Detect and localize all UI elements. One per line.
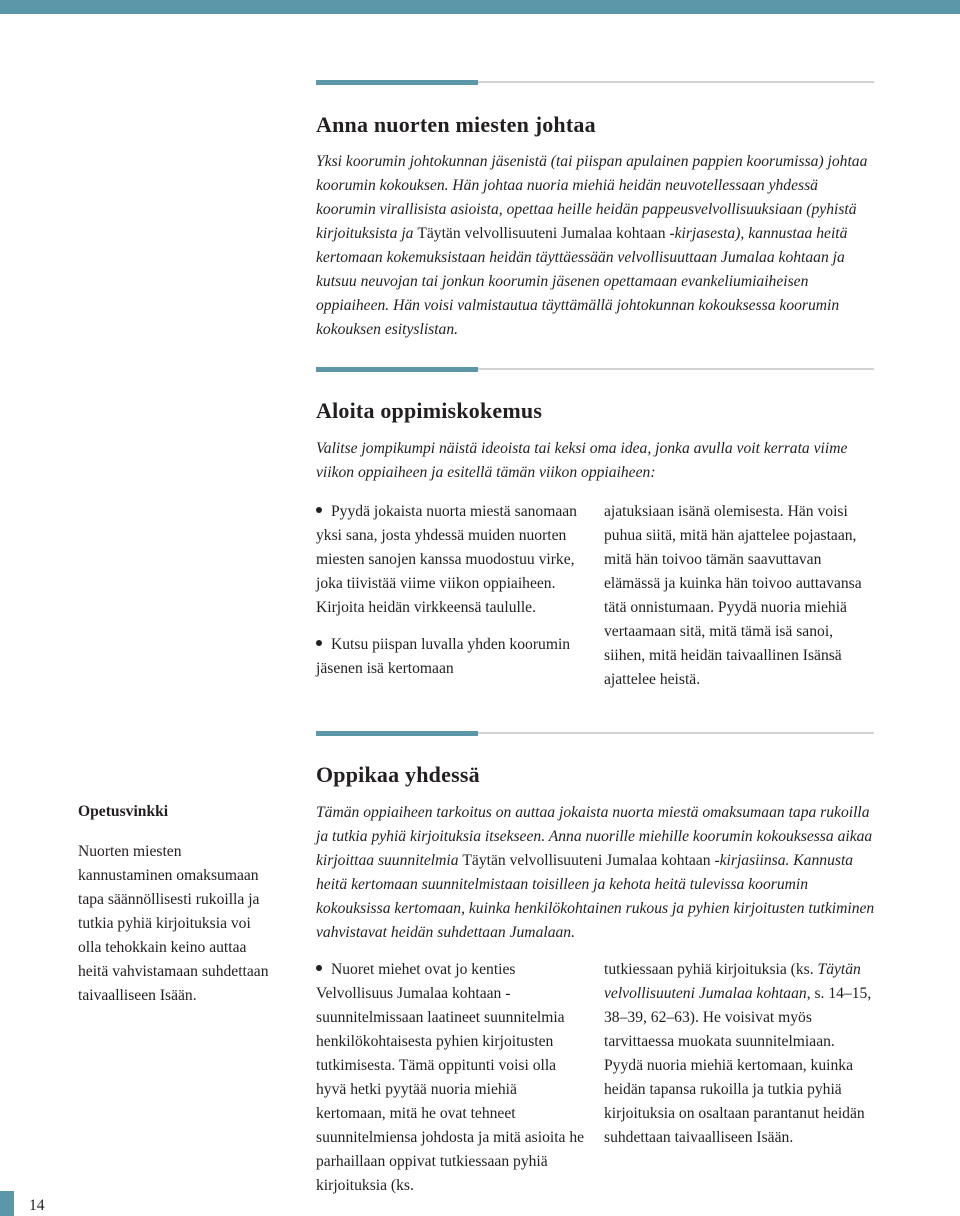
bullet-icon [316, 640, 322, 646]
page-edge-bar [0, 1191, 14, 1216]
sidebar-title: Opetusvinkki [78, 803, 169, 820]
section-learn-intro: Tämän oppiaiheen tarkoitus on auttaa jokaista nuorta miestä omaksumaan tapa rukoilla ja tutkia pyhiä kirjoituksia itsekseen. Anna nuorille miehille koorumin kokouksessa aikaa kirjoittaa suunnitelmia Täytän velvollisuuteni Jumalaa kohtaan -kirjasiinsa. Kannusta heitä kertomaan suunnitelmistaan toisilleen ja kehota heitä tulevissa koorumin kokouksissa kertomaan, kuinka henkilökohtainen rukous ja pyhien kirjoitusten tutkiminen vahvistavat heidän suhdettaan Jumalaan. [316, 804, 875, 941]
section-begin-intro: Valitse jompikumpi näistä ideoista tai keksi oma idea, jonka avulla voit kerrata viime viikon oppiaiheen ja esitellä tämän viikon oppiaiheen: [316, 440, 848, 481]
section-divider [316, 731, 874, 736]
section-divider [316, 80, 874, 85]
section-divider [316, 367, 874, 372]
bullet-icon [316, 965, 322, 971]
list-item-continuation: tutkiessaan pyhiä kirjoituksia (ks. Täytän velvollisuuteni Jumalaa kohtaan, s. 14–15, 38–39, 62–63). He voisivat myös tarvittaessa muokata suunnitelmiaan. Pyydä nuoria miehiä kertomaan, kuinka heidän tapansa rukoilla ja tutkia pyhiä kirjoituksia on osaltaan parantanut heidän suhdettaan taivaalliseen Isään. [604, 961, 872, 1146]
learn-left-column [316, 958, 586, 1194]
section-lead-text: Yksi koorumin johtokunnan jäsenistä (tai piispan apulainen pappien koorumissa) johtaa koorumin kokouksen. Hän johtaa nuoria miehiä heidän neuvotellessaan yhdessä koorumin virallisista asioista, opettaa heille heidän pappeusvelvollisuuksiaan (pyhistä kirjoituksista ja Täytän velvollisuuteni Jumalaa kohtaan -kirjasesta), kannustaa heitä kertomaan kokemuksistaan heidän täyttäessään velvollisuuttaan Jumalaa kohtaan ja kutsuu neuvojan tai jonkun koorumin jäsenen opettamaan evankeliumiaiheisen oppiaiheen. Hän voisi valmistautua täyttämällä johtokunnan kokouksessa koorumin kokouksen esityslistan. [316, 153, 868, 338]
page-number: 14 [29, 1197, 45, 1214]
section-title-learn: Oppikaa yhdessä [316, 762, 480, 787]
bullet-icon [316, 507, 322, 513]
list-item: Kutsu piispan luvalla yhden koorumin jäsenen isä kertomaan [316, 636, 571, 677]
sidebar-text: Nuorten miesten kannustaminen omaksumaan tapa säännöllisesti rukoilla ja tutkia pyhiä kirjoituksia voi olla tehokkain keino auttaa heitä vahvistamaan suhdettaan taivaalliseen Isään. [78, 843, 269, 1004]
list-item: Pyydä jokaista nuorta miestä sanomaan yksi sana, josta yhdessä muiden nuorten miesten sanojen kanssa muodostuu virke, joka tiivistää viime viikon oppiaiheen. Kirjoita heidän virkkeensä taululle. [316, 503, 577, 616]
section-title-lead: Anna nuorten miesten johtaa [316, 112, 596, 137]
section-title-begin: Aloita oppimiskokemus [316, 398, 543, 423]
list-item-continuation: ajatuksiaan isänä olemisesta. Hän voisi puhua siitä, mitä hän ajattelee pojastaan, mitä hän toivoo tämän saavuttavan elämässä ja kuinka hän toivoo auttavansa tätä onnistumaan. Pyydä nuoria miehiä vertaamaan sitä, mitä tämä isä sanoi, siihen, mitä heidän taivaallinen Isänsä ajattelee heistä. [604, 503, 862, 688]
list-item: Nuoret miehet ovat jo kenties Velvollisuus Jumalaa kohtaan -suunnitelmissaan laatineet suunnitelmia henkilökohtaisesta pyhien kirjoitusten tutkimisesta. Tämä oppitunti voisi olla hyvä hetki pyytää nuoria miehiä kertomaan, mitä he ovat tehneet suunnitelmiensa johdosta ja mitä asioita he parhaillaan oppivat tutkiessaan pyhiä kirjoituksia (ks. [316, 961, 585, 1194]
learn-right-column [604, 958, 876, 1150]
begin-left-column [316, 500, 586, 681]
begin-right-column [604, 500, 876, 692]
top-color-bar [0, 0, 960, 14]
